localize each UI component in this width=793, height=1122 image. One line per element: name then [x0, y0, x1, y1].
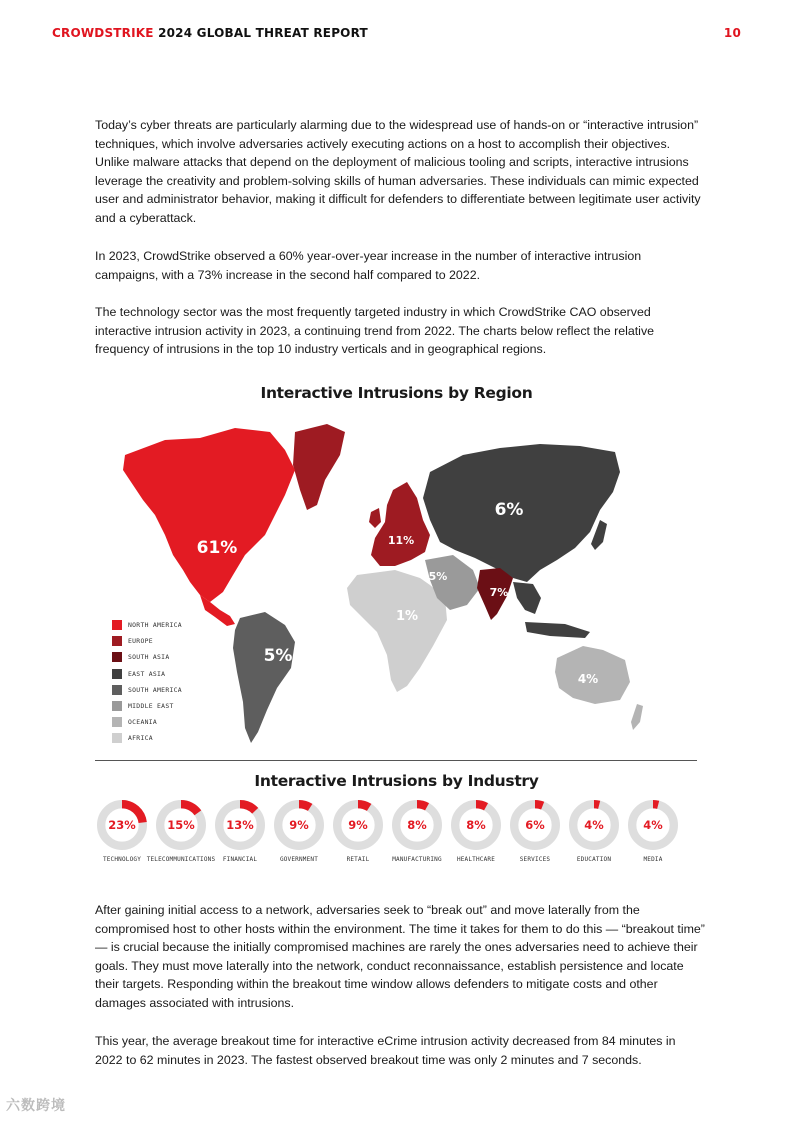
donut-value-label: 8% [407, 818, 427, 833]
donut-chart [215, 800, 265, 850]
industry-donut [618, 800, 688, 863]
section-divider [95, 760, 697, 761]
donut-category-label: TECHNOLOGY [102, 856, 142, 863]
legend-label: SOUTH ASIA [128, 653, 170, 662]
report-title: 2024 GLOBAL THREAT REPORT [153, 26, 368, 40]
region-south-asia-se [513, 582, 541, 614]
donut-chart [333, 800, 383, 850]
page-header [52, 26, 741, 42]
region-north-america-central [200, 595, 235, 626]
legend-swatch [112, 652, 122, 662]
region-europe-uk [369, 508, 381, 528]
donut-category-label: MEDIA [643, 856, 663, 863]
legend-label: SOUTH AMERICA [128, 685, 182, 694]
industry-chart-title: Interactive Intrusions by Industry [254, 772, 539, 790]
donut-chart [274, 800, 324, 850]
region-oceania-nz [631, 704, 643, 730]
region-east-asia-indonesia [525, 622, 590, 638]
donut-value-label: 9% [289, 818, 309, 833]
legend-label: NORTH AMERICA [128, 621, 182, 630]
paragraph-2023-increase: In 2023, CrowdStrike observed a 60% year-over-year increase in the number of interactive intrusion campaigns, with a 73% increase in the second half compared to 2022. [95, 249, 642, 282]
donut-value-label: 9% [348, 818, 368, 833]
donut-value-label: 15% [167, 818, 195, 833]
legend-swatch [112, 620, 122, 630]
region-africa [347, 570, 447, 692]
donut-value-label: 8% [466, 818, 486, 833]
legend-item [112, 633, 182, 649]
legend-swatch [112, 669, 122, 679]
region-label-europe: 11% [387, 534, 415, 547]
map-legend [112, 617, 182, 747]
region-label-africa: 1% [395, 609, 419, 624]
region-north-america [123, 428, 295, 602]
legend-swatch [112, 701, 122, 711]
donut-value-label: 4% [643, 818, 663, 833]
donut-value-label: 23% [108, 818, 136, 833]
legend-item [112, 682, 182, 698]
region-label-middle-east: 5% [428, 570, 448, 583]
legend-item [112, 714, 182, 730]
page-number: 10 [723, 26, 741, 40]
legend-item [112, 698, 182, 714]
region-south-america [233, 612, 295, 743]
legend-label: EUROPE [128, 637, 153, 646]
legend-swatch [112, 733, 122, 743]
paragraph-intro: Today’s cyber threats are particularly alarming due to the widespread use of hands-on or “interactive intrusion” techniques, which involve adversaries actively executing actions on a host to accomplish their objectives. Unlike malware attacks that depend on the deployment of malicious tooling and scripts, interactive intrusions leverage the creativity and problem-solving skills of human adversaries. These individuals can mimic expected user and administrator behavior, making it difficult for defenders to differentiate between legitimate user activity and a cyberattack. [95, 118, 701, 225]
donut-category-label: TELECOMMUNICATIONS [146, 856, 216, 863]
legend-swatch [112, 717, 122, 727]
region-label-south-america: 5% [263, 646, 293, 666]
region-label-south-asia: 7% [489, 586, 509, 599]
donut-chart [451, 800, 501, 850]
paragraph-breakout: After gaining initial access to a network, adversaries seek to “break out” and move laterally from the compromised host to other hosts within the environment. The time it takes for them to do this — “breakout time” — is crucial because the initially compromised machines are rarely the ones adversaries need to achieve their goals. They must move laterally into the network, conduct reconnaissance, establish persistence and locate their targets. Responding within the breakout time window allows defenders to mitigate costs and other damages associated with intrusions. [95, 903, 705, 1010]
region-label-east-asia: 6% [494, 500, 524, 520]
legend-swatch [112, 685, 122, 695]
legend-label: OCEANIA [128, 718, 158, 727]
donut-value-label: 6% [525, 818, 545, 833]
donut-category-label: RETAIL [346, 856, 370, 863]
paragraph-breakout-time: This year, the average breakout time for interactive eCrime intrusion activity decreased from 84 minutes in 2022 to 62 minutes in 2023. The fastest observed breakout time was only 2 minutes and 7 seconds. [95, 1034, 676, 1067]
world-map [95, 410, 705, 750]
legend-swatch [112, 636, 122, 646]
donut-category-label: SERVICES [519, 856, 551, 863]
region-label-north-america: 61% [196, 538, 238, 558]
legend-item [112, 666, 182, 682]
donut-chart [628, 800, 678, 850]
region-chart-title: Interactive Intrusions by Region [260, 384, 533, 402]
donut-chart [156, 800, 206, 850]
region-europe-greenland [293, 424, 345, 510]
donut-category-label: FINANCIAL [222, 856, 258, 863]
donut-chart [510, 800, 560, 850]
industry-donut-row [95, 800, 705, 875]
legend-item [112, 649, 182, 665]
region-europe [371, 482, 430, 566]
legend-item [112, 730, 182, 746]
donut-category-label: GOVERNMENT [279, 856, 319, 863]
donut-category-label: HEALTHCARE [456, 856, 496, 863]
legend-item [112, 617, 182, 633]
donut-value-label: 4% [584, 818, 604, 833]
region-label-oceania: 4% [577, 672, 599, 686]
paragraph-technology-sector: The technology sector was the most frequently targeted industry in which CrowdStrike CAO observed interactive intrusion activity in 2023, a continuing trend from 2022. The charts below reflect the relative frequency of intrusions in the top 10 industry verticals and in geographical regions. [95, 305, 655, 357]
donut-value-label: 13% [226, 818, 254, 833]
donut-chart [392, 800, 442, 850]
brand-name: CROWDSTRIKE [52, 26, 154, 40]
watermark: 六数跨境 [6, 1098, 66, 1114]
legend-label: MIDDLE EAST [128, 702, 174, 711]
donut-category-label: EDUCATION [576, 856, 612, 863]
donut-chart [569, 800, 619, 850]
legend-label: AFRICA [128, 734, 153, 743]
donut-category-label: MANUFACTURING [392, 856, 442, 863]
legend-label: EAST ASIA [128, 669, 166, 678]
donut-chart [97, 800, 147, 850]
